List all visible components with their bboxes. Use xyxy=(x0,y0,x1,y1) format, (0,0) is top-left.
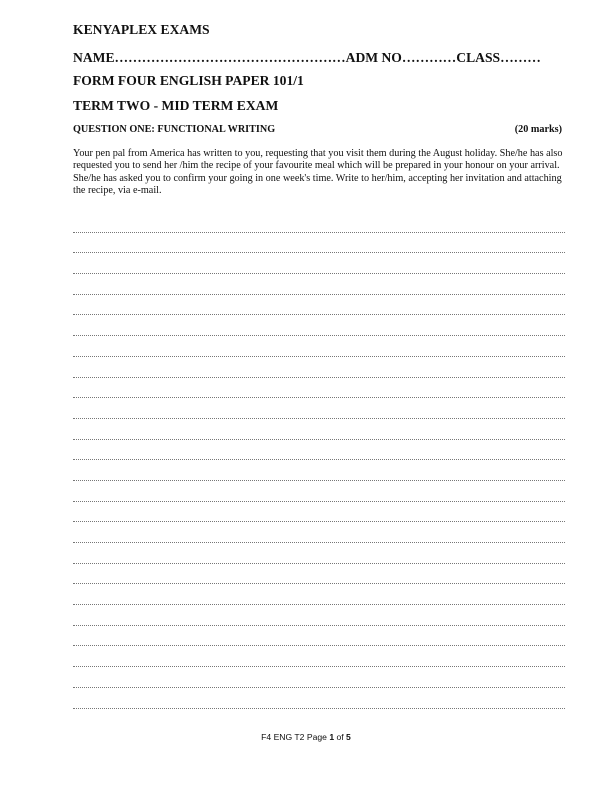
answer-line xyxy=(73,502,565,523)
student-id-line: NAME……………………………………………ADM NO…………CLASS……… xyxy=(73,50,541,65)
answer-line xyxy=(73,460,565,481)
answer-line xyxy=(73,398,565,419)
answer-line xyxy=(73,274,565,295)
answer-line xyxy=(73,419,565,440)
answer-line xyxy=(73,378,565,399)
footer-of: of xyxy=(334,732,347,742)
answer-line xyxy=(73,667,565,688)
answer-line xyxy=(73,626,565,647)
term-title: TERM TWO - MID TERM EXAM xyxy=(73,98,279,113)
answer-line xyxy=(73,584,565,605)
footer-page-total: 5 xyxy=(346,732,351,742)
answer-line xyxy=(73,543,565,564)
page-footer xyxy=(0,732,612,742)
answer-line xyxy=(73,295,565,316)
answer-line xyxy=(73,564,565,585)
answer-line xyxy=(73,481,565,502)
footer-page-number: 1 xyxy=(329,732,335,742)
footer-prefix: F4 ENG T2 Page xyxy=(261,732,330,742)
answer-line xyxy=(73,605,565,626)
answer-line xyxy=(73,315,565,336)
answer-line xyxy=(73,253,565,274)
answer-line xyxy=(73,212,565,233)
question-marks: (20 marks) xyxy=(514,124,562,135)
question-text: Your pen pal from America has written to you, requesting that you visit them during the August holiday. She/he has also requested you to send her /him the recipe of your favourite meal which will be prepared in your honour on your arrival. She/he has asked you to confirm your going in one week's time. Write to her/him, accepting her invitation and attaching the recipe, via e-mail. xyxy=(73,148,563,197)
answer-line xyxy=(73,440,565,461)
school-name: KENYAPLEX EXAMS xyxy=(73,22,210,37)
answer-line xyxy=(73,646,565,667)
answer-line xyxy=(73,233,565,254)
answer-line xyxy=(73,688,565,709)
answer-line xyxy=(73,522,565,543)
answer-line xyxy=(73,357,565,378)
paper-title: FORM FOUR ENGLISH PAPER 101/1 xyxy=(73,73,304,88)
answer-lines xyxy=(73,212,565,709)
answer-line xyxy=(73,336,565,357)
question-title: QUESTION ONE: FUNCTIONAL WRITING xyxy=(73,124,276,135)
